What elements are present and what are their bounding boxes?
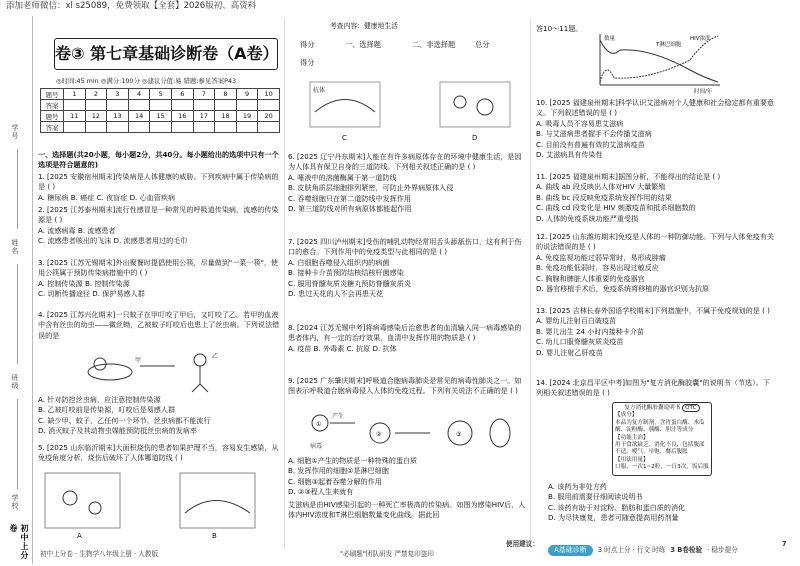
footer-left: 初中上分卷 · 生物学八年级上册 · 人教版 [40,550,159,558]
question-14-options: A. 该药为非处方药 B. 服用前需要仔细阅读说明书 C. 该药有助于对淀粉、脂肪和蛋白质的消化 D. 为尽快康复，患者可随意提高用药剂量 [548,482,686,523]
fig9-chansheng: 产生 [332,413,345,420]
antibody-figure [300,72,530,144]
lead-text: 答10～11题。 [536,24,583,33]
tag-b: 3 B卷检验 [670,546,703,554]
hiv-chart [590,30,730,94]
rx-title: 复方消化酶胶囊说明书 OTC [615,405,709,412]
chart-label-a: T淋巴细胞 [656,42,682,48]
question-6: 6. [2025 辽宁丹东期末]人能在有许多病原体存在的环境中健康生活，是因为人体具有保卫自身的三道防线。下列相关叙述正确的是 ( ) A. 唾液中的溶菌酶属于第一道防线 B. 皮肤角质层细胞排列紧密，可防止外界病原体入侵 C. 吞噬细胞只在第二道防线中发挥作用 D. 第三道防线对所有病原体都能起作用 [288,152,522,214]
chart-label-c: 数量 [604,36,616,42]
binding-sidebar [0,14,30,566]
question-11: 11. [2025 福建泉州期末]据图分析，不能得出的结论是 ( ) A. 曲线 ab 段反映出人体对HIV 大量繁殖 B. 曲线 bc 段反映免疫系统发挥作用的结果 C. 曲线 cd 段变化是 HIV 刺激疫苗和抵杀细胞数的 D. 人体的免疫系统功能严重受损 [536,172,721,223]
label-xuexiao: 学校 [11,494,19,510]
svg-text:②: ② [376,431,382,438]
label-zongfen: 总分 [475,40,490,49]
chart-label-b: HIV浓度 [690,36,711,42]
label-feixuanze: 二、非选择题 [412,40,456,49]
label-defen: 得分 [300,58,315,67]
answer-grid: 题号 1 2 3 4 5 6 7 8 9 10 答案 题号 11 12 13 14 15 16 17 18 19 20 答案 [40,88,280,133]
label-xuehao: 学号 [11,124,19,140]
fig-label-d: D [472,134,478,142]
question-9-options: A. 细胞①产生的物质是一种特殊的蛋白质 B. 发挥作用的细胞①是淋巴细胞 C. 细胞③起着吞噬分解的作用 D. ②③程人生来就有 [288,456,418,497]
content-tag: 考查内容：健康地生活 [330,22,398,30]
svg-text:乙: 乙 [212,353,219,360]
mosquito-figure [80,346,240,394]
svg-text:①: ① [316,421,322,428]
question-3: 3. [2025 江苏无锡期末]外出聚餐时提倡使用公筷，尽量做到"一菜一筷"，使用公筷属于预防传染病措施中的 ( ) A. 控制传染源 B. 控制传染源 C. 切断传播途径 D. 保护易感人群 [38,258,279,299]
question-9: 9. [2025 广东肇庆期末]呼吸道合胞病毒肺炎是常见的病毒性肺炎之一。如图表示呼吸道合胞病毒侵入人体的免疫过程。下列有关说法不正确的是 ( ) [288,376,522,396]
line [17,149,18,229]
fig-label-antibody: 抗体 [313,87,326,94]
divider [284,18,285,548]
exam-meta: ◎时间:45 min ◎满分:100分 ◎建议分值:易 错题:参见答案P43 [56,77,237,85]
immune-process-figure [300,408,520,454]
section-title: 一、选择题(共20小题，每小题2分，共40分。每小题给出的选项中只有一个选项是符合题意的) [38,150,279,170]
svg-text:B: B [212,532,217,540]
label-defen: 得分 [300,40,315,49]
chart-label-d: 时间/年 [694,89,713,94]
question-7: 7. [2025 四川泸州期末]受伤的哺乳动物经常用舌头舔舐伤口，这有利于伤口的愈合。下列作用中的免疫类型与此相同的是 ( ) A. 白细胞吞噬侵入组织内的病菌 B. 接种卡介苗预防结核结核杆菌感染 C. 服用脊髓灰质炎糖丸预防脊髓灰质炎 D. 患过天花的人不会再患天花 [288,237,522,299]
svg-text:A: A [77,532,82,540]
line [17,399,18,489]
footer-center: "必刷题"团队研发 严禁复印盗印 [340,550,434,558]
footer-suggest: 使用建议： [506,540,539,548]
line [17,264,18,364]
fig9-bingdu: 病毒 [310,443,323,450]
label-banji: 班级 [11,374,19,390]
question-8: 8. [2024 江苏无锡中考]将病毒感染后治愈患者的血清输入同一病毒感染的患者体内，有一定的治疗效果，血清中发挥作用的物质是 ( ) A. 疫苗 B. 外毒素 C. 抗原 D. 抗体 [288,323,522,353]
question-10: 10. [2025 福建泉州期末]科学认识艾滋病对个人健康和社会稳定都有重要意义。下列叙述错误的是 ( ) A. 吸毒人员不容易患艾滋病 B. 与艾滋病患者握手不会传播艾滋病 C. 目前没有普遍有效的艾滋病疫苗 D. 艾滋病具有传染性 [536,98,775,160]
question-5: 5. [2025 山东临沂期末]大面积烧伤的患者如果护理不当，容易发生感染，从免疫角度分析，烧伤后破坏了人体哪道防线 ( ) [38,443,279,463]
page-number: 7 [782,540,787,548]
question-4-options: A. 针对防控丝虫病，应注意控制传染源 B. 乙被叮咬前是传染源，叮咬后是易感人群 C. 缺少甲、蚊子，乙任何一个环节，丝虫病都不能流行 D. 消灭蚊子及其动物虫媒能预防抵丝虫病的发病率 [38,395,211,436]
defense-figure [40,468,280,540]
top-notice: 添加老师微信：xl s25089，免费领取【全套】2026版初、高资料 [6,1,257,11]
question-12: 12. [2025 山东潍坊期末]免疫是人体的一种防御功能。下列与人体免疫有关的说法错误的是 ( ) A. 免疫监视功能过弱异常时，易形成肿瘤 B. 免疫功能低弱时，容易出现过敏反应 C. 胸腺和脾脏人体重要的免疫器官 D. 器官移植手术后，免疫系统将移植的器官识别为抗原 [536,232,775,294]
tag-time: 3 时点上分 · 行文 时练 [597,546,666,554]
page-title: 卷③ 第七章基础诊断卷（A卷） [54,38,278,70]
drug-label: 复方消化酶胶囊说明书 OTC 【成分】 本品为复方制剂，含胃蛋白酶、木瓜酶、淀粉酶、胰酶、胆汁等成分 【功能主治】 用于食欲缺乏、消化不良，包括腹部不适、嗳气、早饱、餐后腹胀 【用法用量】 口服，一次1~2粒，一日3次，饭后服 [612,402,712,476]
label-xuanze: 一、选择题 [345,40,381,49]
svg-text:③: ③ [456,431,462,438]
fig-label-c: C [342,134,347,142]
question-2: 2. [2025 江苏泰州期末]流行性感冒是一种常见的呼吸道传染病，流感的传染源是 ( ) A. 流感病毒 B. 流感患者 C. 流感患者咳出的飞沫 D. 流感患者用过的毛巾 [38,205,279,246]
question-4: 4. [2025 江苏兴化期末]一只蚊子在甲叮咬了甲后，又叮咬了乙。若甲的血液中含有丝虫的幼虫——微丝蚴，乙被蚊子叮咬后也患上了丝虫病。下列说法错误的是 [38,310,280,340]
question-1: 1. [2025 安徽宿州期末]传染病是人体健康的威胁。下列疾病中属于传染病的是 ( ) A. 糖尿病 B. 癌症 C. 夜盲症 D. 心血管疾病 [38,172,279,202]
divider [32,16,33,564]
svg-text:甲: 甲 [135,357,142,364]
passage-hiv: 艾滋病是由HIV感染引起的一种死亡率极高的传染病。如图为感染HIV后，人体内HIV浓度和T淋巴细胞数量变化曲线。据此回 [288,500,526,520]
footer-tags [548,537,738,556]
tag-steady: · 稳步提分 [707,546,738,554]
otc-badge: OTC [682,404,699,412]
label-xingming: 姓名 [11,239,19,255]
question-14: 14. [2024 北京昌平区中考]如图为"复方消化酶胶囊"的说明书（节选）。下列相关叙述错误的是 ( ) [536,378,770,398]
question-13: 13. [2025 吉林长春外国语学校期末]下列措施中，不属于免疫规划的是 ( ) A. 婴幼儿注射百白破疫苗 B. 婴儿出生 24 小时内接种卡介苗 C. 幼儿口服脊髓灰质炎疫苗 D. 婴儿注射乙肝疫苗 [536,306,770,357]
divider [530,18,531,548]
brand-logo: 初中上分卷 [9,524,29,560]
tag-basic: A基础诊断 [548,545,593,556]
